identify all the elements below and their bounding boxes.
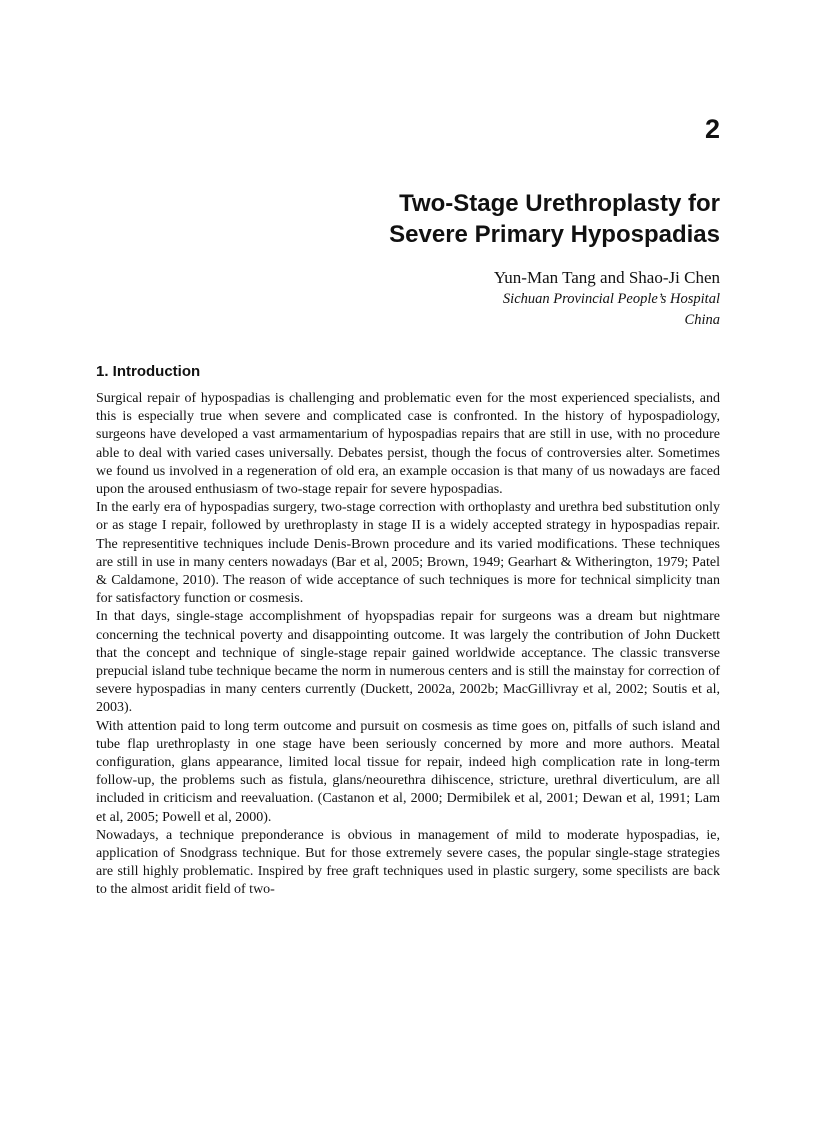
chapter-title bbox=[200, 188, 720, 250]
chapter-title-line-2: Severe Primary Hypospadias bbox=[389, 221, 720, 248]
paragraph: With attention paid to long term outcome and pursuit on cosmesis as time goes on, pitfalls of such island and tube flap urethroplasty in one stage have been seriously concerned by more and more authors. Meatal configuration, glans appearance, limited local tissue for repair, indeed high complication rate in long-term follow-up, the problems such as fistula, glans/neourethra dihiscence, stricture, urethral diverticulum, are all included in criticism and reevaluation. (Castanon et al, 2000; Dermibilek et al, 2001; Dewan et al, 1991; Lam et al, 2005; Powell et al, 2000). bbox=[96, 718, 720, 825]
affiliation-country: China bbox=[684, 312, 720, 328]
affiliation: Sichuan Provincial People’s Hospital bbox=[502, 291, 720, 307]
chapter-number: 2 bbox=[704, 114, 720, 144]
chapter-title-line-1: Two-Stage Urethroplasty for bbox=[399, 190, 720, 217]
authors: Yun-Man Tang and Shao-Ji Chen bbox=[493, 268, 720, 287]
paragraph: In that days, single-stage accomplishment of hyopspadias repair for surgeons was a dream but nightmare concerning the technical poverty and disappointing outcome. It was largely the contribution of John Duckett that the concept and technique of single-stage repair gained worldwide acceptance. The classic transverse prepucial island tube technique became the norm in numerous centers and is still the mainstay for correction of severe hypospadias in many centers currently (Duckett, 2002a, 2002b; MacGillivray et al, 2002; Soutis et al, 2003). bbox=[96, 609, 720, 716]
body-text bbox=[96, 390, 720, 900]
paragraph: In the early era of hypospadias surgery, two-stage correction with orthoplasty and urethra bed substitution only or as stage I repair, followed by urethroplasty in stage II is a widely accepted strategy in hypospadias repair. The representitive techniques include Denis-Brown procedure and its varied modifications. These techniques are still in use in many centers nowadays (Bar et al, 2005; Brown, 1949; Gearhart & Witherington, 1979; Patel & Caldamone, 2010). The reason of wide acceptance of such techniques is more for technical simplicity tnan for satisfactory function or cosmesis. bbox=[96, 500, 720, 607]
paragraph: Surgical repair of hypospadias is challenging and problematic even for the most experienced specialists, and this is especially true when severe and complicated case is confronted. In the history of hypospadiology, surgeons have developed a vast armamentarium of hypospadias repairs that are still in use, with no procedure able to deal with varied cases universally. Debates persist, though the focus of controversies alter. Sometimes we found us involved in a regeneration of old era, an example occasion is that many of us nowadays are faced upon the aroused enthusiasm of two-stage repair for severe hypospadias. bbox=[96, 391, 720, 498]
section-heading: 1. Introduction bbox=[96, 363, 201, 380]
paragraph: Nowadays, a technique preponderance is obvious in management of mild to moderate hypospadias, ie, application of Snodgrass technique. But for those extremely severe cases, the popular single-stage strategies are still highly problematic. Inspired by free graft techniques used in plastic surgery, some specilists are back to the almost aridit field of two- bbox=[96, 827, 720, 898]
